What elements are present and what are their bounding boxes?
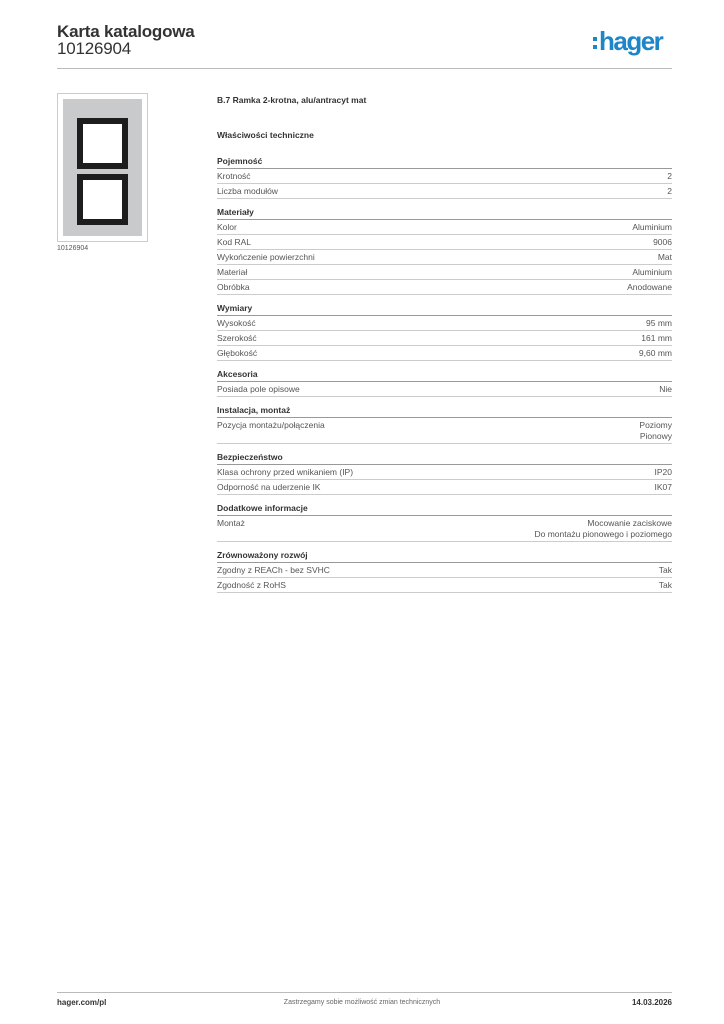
spec-row (217, 563, 672, 578)
spec-label: Wykończenie powierzchni (217, 252, 315, 262)
spec-section (217, 369, 672, 397)
spec-value: Mat (657, 252, 672, 262)
spec-value: Poziomy Pionowy (639, 420, 672, 441)
properties-heading: Właściwości techniczne (217, 130, 314, 140)
spec-value: Tak (658, 565, 672, 575)
section-title: Pojemność (217, 156, 672, 169)
spec-label: Posiada pole opisowe (217, 384, 300, 394)
spec-row (217, 480, 672, 495)
section-title: Wymiary (217, 303, 672, 316)
product-number: 10126904 (57, 39, 132, 58)
spec-row (217, 235, 672, 250)
spec-value: 9,60 mm (638, 348, 672, 358)
spec-row (217, 250, 672, 265)
hager-logo[interactable] (593, 26, 662, 56)
frame-plate (63, 99, 142, 236)
spec-content (217, 95, 672, 593)
spec-label: Głębokość (217, 348, 258, 358)
spec-value: IK07 (654, 482, 672, 492)
spec-row (217, 280, 672, 295)
spec-row (217, 516, 672, 542)
spec-row (217, 316, 672, 331)
section-title: Zrównoważony rozwój (217, 550, 672, 563)
spec-label: Pozycja montażu/połączenia (217, 420, 325, 430)
spec-section (217, 405, 672, 444)
spec-label: Wysokość (217, 318, 256, 328)
spec-value: 9006 (653, 237, 672, 247)
image-caption: 10126904 (57, 245, 89, 252)
section-title: Instalacja, montaż (217, 405, 672, 418)
spec-label: Szerokość (217, 333, 257, 343)
spec-row (217, 169, 672, 184)
spec-value: Nie (659, 384, 672, 394)
spec-label: Liczba modułów (217, 186, 278, 196)
footer-notice: Zastrzegamy sobie możliwość zmian technicznych (283, 999, 441, 1006)
spec-row (217, 346, 672, 361)
frame-opening-top (77, 118, 128, 169)
spec-row (217, 331, 672, 346)
document-title: Karta katalogowa (57, 22, 195, 41)
spec-value: Mocowanie zaciskowe Do montażu pionowego i poziomego (534, 518, 672, 539)
footer-date: 14.03.2026 (631, 998, 672, 1007)
spec-label: Odporność na uderzenie IK (217, 482, 321, 492)
spec-sections (217, 156, 672, 593)
logo-colon-icon (593, 32, 597, 54)
section-title: Bezpieczeństwo (217, 452, 672, 465)
spec-label: Montaż (217, 518, 245, 528)
spec-value: Anodowane (627, 282, 672, 292)
spec-section (217, 503, 672, 542)
spec-label: Kolor (217, 222, 237, 232)
logo-text: hager (599, 25, 663, 56)
spec-label: Zgodność z RoHS (217, 580, 286, 590)
spec-row (217, 465, 672, 480)
spec-row (217, 265, 672, 280)
section-title: Dodatkowe informacje (217, 503, 672, 516)
spec-value: IP20 (654, 467, 672, 477)
spec-label: Kod RAL (217, 237, 252, 247)
spec-label: Zgodny z REACh - bez SVHC (217, 565, 330, 575)
spec-section (217, 156, 672, 199)
header-divider (57, 68, 672, 69)
spec-section (217, 550, 672, 593)
spec-label: Obróbka (217, 282, 250, 292)
spec-value: Aluminium (632, 222, 672, 232)
spec-row (217, 578, 672, 593)
spec-row (217, 184, 672, 199)
spec-section (217, 452, 672, 495)
spec-value: 161 mm (641, 333, 672, 343)
section-title: Akcesoria (217, 369, 672, 382)
spec-label: Krotność (217, 171, 251, 181)
spec-label: Klasa ochrony przed wnikaniem (IP) (217, 467, 354, 477)
footer-divider (57, 992, 672, 993)
product-title: B.7 Ramka 2-krotna, alu/antracyt mat (217, 95, 367, 105)
spec-value: 2 (667, 186, 672, 196)
spec-value: 2 (667, 171, 672, 181)
spec-value: Tak (658, 580, 672, 590)
spec-value: 95 mm (646, 318, 672, 328)
product-image (57, 93, 148, 242)
spec-section (217, 303, 672, 361)
footer-website[interactable]: hager.com/pl (57, 998, 107, 1007)
section-title: Materiały (217, 207, 672, 220)
spec-row (217, 220, 672, 235)
spec-label: Materiał (217, 267, 248, 277)
frame-opening-bottom (77, 174, 128, 225)
spec-value: Aluminium (632, 267, 672, 277)
spec-section (217, 207, 672, 295)
spec-row (217, 382, 672, 397)
spec-row (217, 418, 672, 444)
